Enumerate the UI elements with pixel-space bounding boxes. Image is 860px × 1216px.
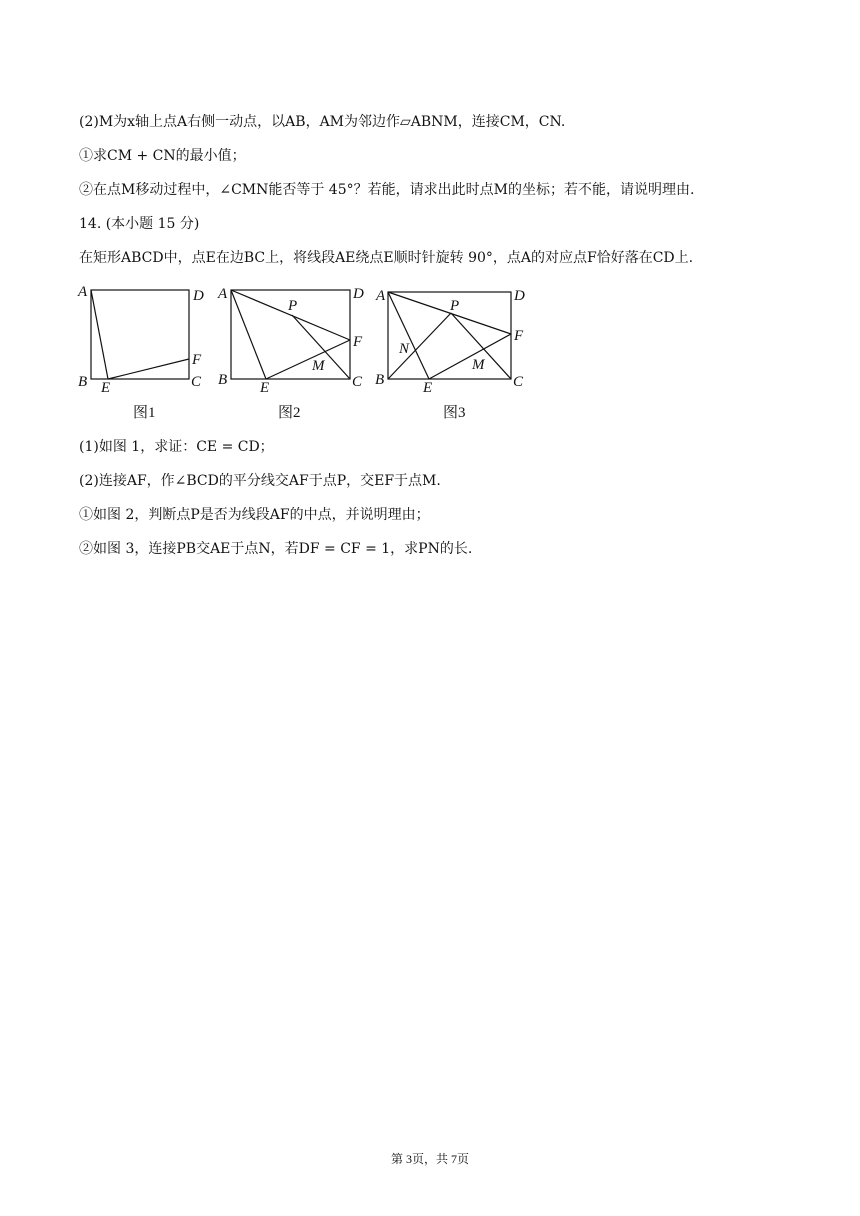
question-line-part-2: (2)M为x轴上点A右侧一动点，以AB，AM为邻边作▱ABNM，连接CM，CN.: [79, 114, 566, 130]
figure-3: [373, 280, 533, 399]
figure-1: [76, 280, 206, 399]
fig2-label-d: D: [353, 286, 364, 302]
fig2-label-c: C: [352, 374, 363, 390]
fig3-label-p: P: [450, 298, 460, 314]
fig3-label-f: F: [514, 328, 524, 344]
fig1-label-d: D: [193, 288, 204, 304]
fig3-label-n: N: [399, 341, 410, 357]
fig3-label-d: D: [514, 288, 525, 304]
question-14-part-2-1: ①如图 2，判断点P是否为线段AF的中点，并说明理由；: [79, 507, 430, 523]
fig3-label-m: M: [472, 357, 485, 373]
fig3-label-a: A: [376, 288, 386, 304]
figure-1-caption: 图1: [133, 405, 156, 421]
fig2-label-b: B: [218, 372, 228, 388]
fig2-label-p: P: [288, 298, 298, 314]
fig3-label-b: B: [375, 372, 385, 388]
fig2-label-m: M: [312, 358, 325, 374]
question-14-part-2: (2)连接AF，作∠BCD的平分线交AF于点P，交EF于点M.: [79, 473, 441, 489]
fig3-label-e: E: [423, 380, 433, 395]
fig2-label-a: A: [218, 286, 228, 302]
fig3-label-c: C: [513, 374, 524, 390]
fig1-label-c: C: [191, 374, 202, 390]
fig1-label-f: F: [192, 352, 202, 368]
fig1-label-a: A: [78, 284, 88, 300]
question-14-header: 14. (本小题 15 分): [79, 216, 200, 232]
question-line-part-2-1: ①求CM + CN的最小值；: [79, 148, 246, 164]
fig1-label-e: E: [101, 380, 111, 395]
question-14-part-2-2: ②如图 3，连接PB交AE于点N，若DF = CF = 1，求PN的长.: [79, 541, 473, 557]
figure-3-caption: 图3: [443, 405, 466, 421]
question-14-stem: 在矩形ABCD中，点E在边BC上，将线段AE绕点E顺时针旋转 90°，点A的对应点F恰好落在CD上.: [79, 250, 694, 266]
question-line-part-2-2: ②在点M移动过程中，∠CMN能否等于 45°？若能，请求出此时点M的坐标；若不能，请说明理由.: [79, 182, 695, 198]
fig2-label-e: E: [260, 380, 270, 395]
question-14-part-1: (1)如图 1，求证：CE = CD；: [79, 439, 274, 455]
figure-2: [216, 280, 371, 399]
fig1-label-b: B: [78, 374, 88, 390]
figure-2-caption: 图2: [278, 405, 301, 421]
page-footer: 第 3页，共 7页: [390, 1152, 469, 1166]
fig2-label-f: F: [353, 334, 363, 350]
